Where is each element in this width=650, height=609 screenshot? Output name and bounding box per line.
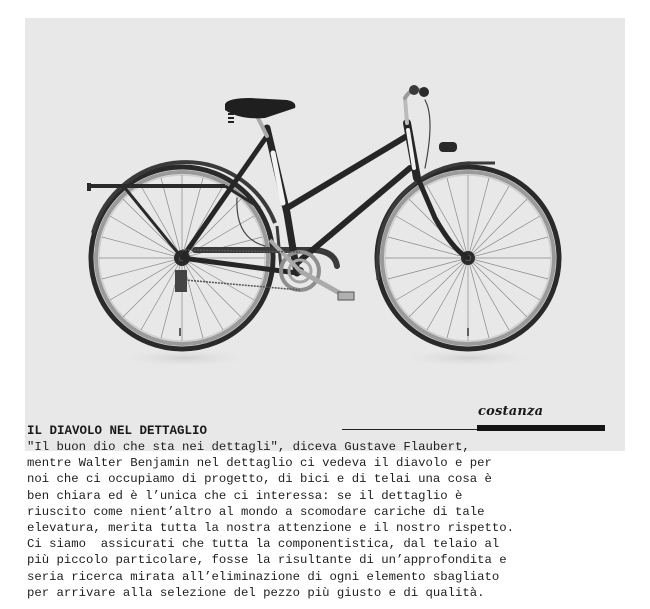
article-line: riuscito come nient’altro al mondo a scomodare cariche di tale bbox=[27, 504, 485, 519]
article-line: Ci siamo assicurati che tutta la componentistica, dal telaio al bbox=[27, 537, 500, 552]
divider-rule-thin bbox=[342, 429, 477, 430]
article-line: elevatura, merita tutta la nostra attenzione e il nostro rispetto. bbox=[27, 521, 515, 536]
bicycle-image bbox=[25, 18, 625, 451]
article-line: noi che ci occupiamo di progetto, di bici e di telai una cosa è bbox=[27, 472, 492, 487]
product-name: costanza bbox=[478, 404, 544, 419]
article-title: IL DIAVOLO NEL DETTAGLIO bbox=[27, 424, 208, 438]
article-line: mentre Walter Benjamin nel dettaglio ci vedeva il diavolo e per bbox=[27, 456, 492, 471]
article-line: "Il buon dio che sta nei dettagli", diceva Gustave Flaubert, bbox=[27, 440, 470, 454]
article-line: più piccolo particolare, fosse la risultante di un’approfondita e bbox=[27, 553, 507, 568]
article-line: seria ricerca mirata all’eliminazione di ogni elemento sbagliato bbox=[27, 569, 500, 584]
article-line: ben chiara ed è l’unica che ci interessa: se il dettaglio è bbox=[27, 488, 463, 503]
article-line: per arrivare alla selezione del pezzo più giusto e di qualità. bbox=[27, 585, 485, 600]
divider-rule-thick bbox=[477, 425, 605, 431]
article-body bbox=[27, 439, 514, 601]
